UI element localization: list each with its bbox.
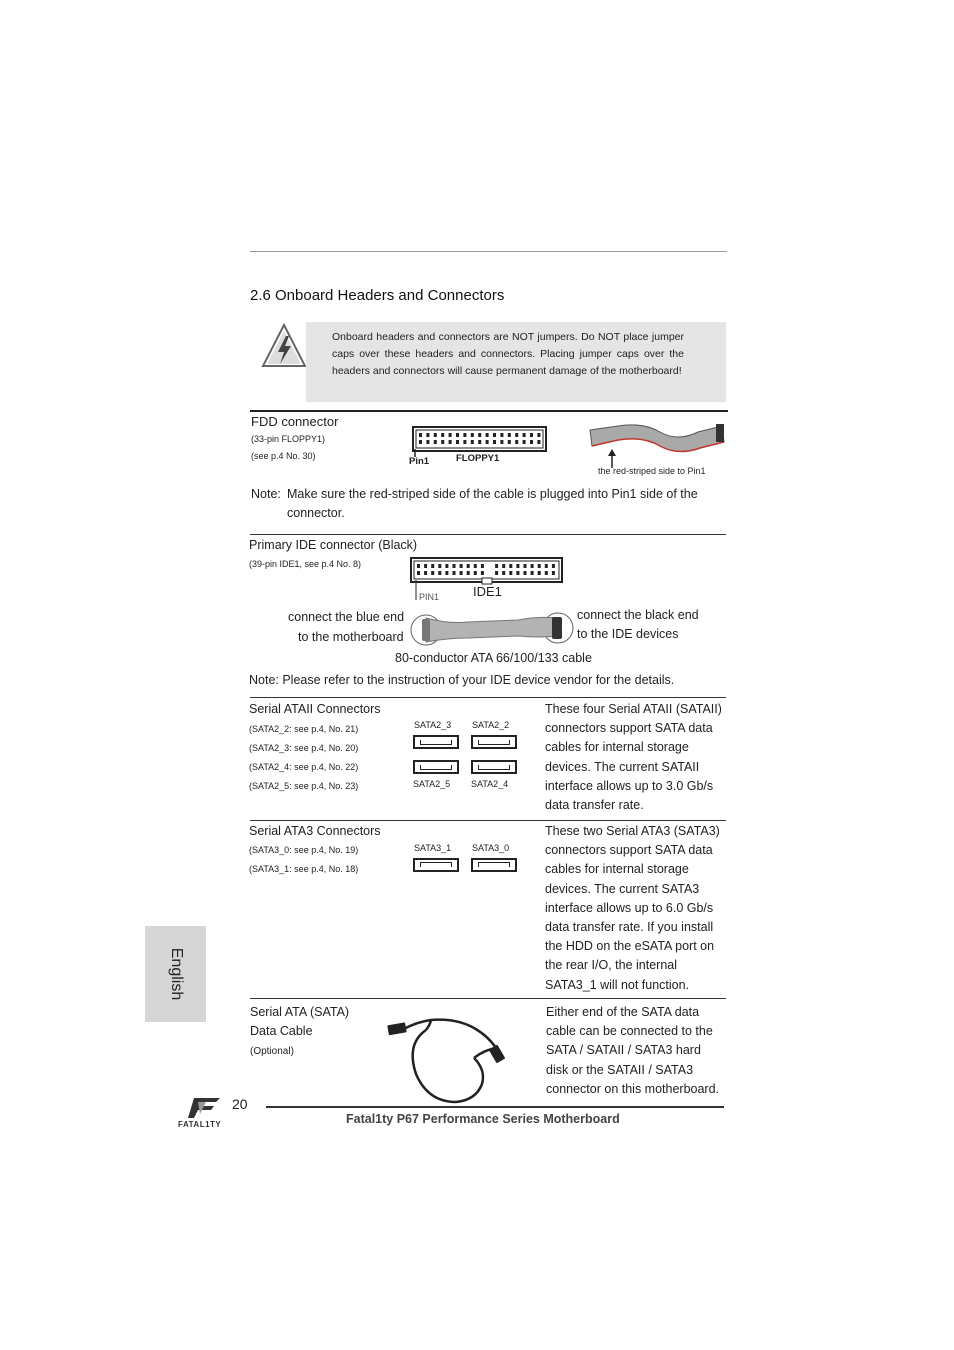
connector-pin — [552, 571, 555, 575]
desc-line: connectors support SATA data — [545, 721, 713, 736]
warning-box — [306, 322, 726, 402]
connector-pin — [502, 564, 505, 568]
desc-line: connectors support SATA data — [545, 843, 713, 858]
ide-cable-image — [408, 610, 578, 650]
connector-pin — [515, 440, 518, 444]
ide-rule — [250, 534, 726, 535]
connector-pin — [493, 440, 496, 444]
sata2-ref: (SATA2_2: see p.4, No. 21) — [249, 724, 359, 734]
connector-pin — [441, 440, 444, 444]
fdd-sub2: (see p.4 No. 30) — [251, 451, 316, 461]
desc-line: disk or the SATAII / SATA3 — [546, 1062, 694, 1077]
desc-line: interface allows up to 3.0 Gb/s — [545, 778, 714, 793]
connector-pin — [453, 564, 456, 568]
sata-cable-rule — [250, 998, 726, 999]
connector-pin — [481, 564, 484, 568]
connector-pin — [417, 564, 420, 568]
connector-pin — [508, 440, 511, 444]
sata3-port-label: SATA3_1 — [414, 843, 452, 853]
connector-pin — [545, 571, 548, 575]
desc-line: Either end of the SATA data — [546, 1005, 700, 1019]
sata2-title: Serial ATAII Connectors — [249, 702, 381, 716]
warning-text: Onboard headers and connectors are NOT jumpers. Do NOT place jumper caps over these headers and connectors. Placing jumper caps over the headers and connectors will cause permanent damage of the motherboard! — [332, 331, 684, 377]
connector-pin — [495, 571, 498, 575]
sata3-rule — [250, 820, 726, 821]
connector-pin — [508, 433, 511, 437]
connector-pin — [552, 564, 555, 568]
fatal1ty-logo-text: FATAL1TY — [178, 1120, 222, 1129]
ide-right-caption-1: connect the black end — [577, 608, 699, 622]
connector-pin — [471, 440, 474, 444]
desc-line: cables for internal storage — [545, 740, 689, 755]
connector-pin — [481, 571, 484, 575]
sata2-port — [471, 760, 517, 774]
footer-title: Fatal1ty P67 Performance Series Motherboard — [346, 1112, 620, 1126]
connector-pin — [478, 433, 481, 437]
desc-line: cable can be connected to the — [546, 1024, 713, 1039]
connector-pin — [453, 571, 456, 575]
connector-pin — [417, 571, 420, 575]
sata-cable-image — [386, 1014, 516, 1106]
desc-line: data transfer rate. If you install — [545, 920, 714, 935]
ide-left-caption-2: to the motherboard — [298, 630, 404, 644]
desc-line: These four Serial ATAII (SATAII) — [545, 702, 722, 716]
ide-right-caption-2: to the IDE devices — [577, 627, 679, 641]
sata3-ref: (SATA3_0: see p.4, No. 19) — [249, 845, 359, 855]
ide-sub: (39-pin IDE1, see p.4 No. 8) — [249, 559, 362, 569]
sata2-ref: (SATA2_3: see p.4, No. 20) — [249, 743, 359, 753]
sata-cable-title-1: Serial ATA (SATA) — [250, 1005, 350, 1019]
sata2-port-label: SATA2_3 — [414, 720, 452, 730]
connector-pin — [531, 564, 534, 568]
sata2-port — [413, 760, 459, 774]
connector-pin — [463, 440, 466, 444]
connector-pin — [530, 440, 533, 444]
connector-pin — [524, 564, 527, 568]
fdd-cable-caption: the red-striped side to Pin1 — [598, 466, 706, 476]
connector-pin — [438, 564, 441, 568]
sata3-title: Serial ATA3 Connectors — [249, 824, 381, 838]
sata3-port-label: SATA3_0 — [472, 843, 510, 853]
floppy-cable-image — [588, 420, 726, 470]
connector-pin — [467, 571, 470, 575]
language-tab — [145, 926, 206, 1022]
connector-pin — [474, 571, 477, 575]
sata2-ref: (SATA2_5: see p.4, No. 23) — [249, 781, 359, 791]
sata3-port — [413, 858, 459, 872]
connector-pin — [463, 433, 466, 437]
desc-line: the HDD on the eSATA port on — [545, 939, 715, 954]
connector-pin — [493, 433, 496, 437]
language-tab-label: English — [167, 947, 185, 1001]
connector-pin — [509, 564, 512, 568]
desc-line: cables for internal storage — [545, 862, 689, 877]
ide-cable-caption: 80-conductor ATA 66/100/133 cable — [395, 651, 592, 665]
connector-pin — [445, 564, 448, 568]
sata2-ref: (SATA2_4: see p.4, No. 22) — [249, 762, 359, 772]
sata3-description — [545, 822, 720, 995]
connector-pin — [419, 440, 422, 444]
connector-pin — [467, 564, 470, 568]
connector-pin — [509, 571, 512, 575]
connector-pin — [500, 440, 503, 444]
connector-pin — [531, 571, 534, 575]
connector-pin — [441, 433, 444, 437]
connector-pin — [424, 571, 427, 575]
connector-pin — [537, 440, 540, 444]
ide-title: Primary IDE connector (Black) — [249, 538, 418, 552]
connector-pin — [500, 433, 503, 437]
sata2-port-label: SATA2_2 — [472, 720, 510, 730]
sata2-port — [471, 735, 517, 749]
connector-pin — [515, 433, 518, 437]
connector-pin — [456, 440, 459, 444]
connector-pin — [471, 433, 474, 437]
connector-pin — [424, 564, 427, 568]
fdd-note-label: Note: — [251, 487, 281, 501]
connector-pin — [538, 564, 541, 568]
fdd-pin-label: Pin1 — [409, 456, 430, 467]
connector-pin — [537, 433, 540, 437]
sata3-ref: (SATA3_1: see p.4, No. 18) — [249, 864, 359, 874]
connector-pin — [545, 564, 548, 568]
connector-pin — [486, 433, 489, 437]
connector-pin — [516, 571, 519, 575]
sata2-port-label: SATA2_5 — [413, 779, 451, 789]
fdd-note-text: Make sure the red-striped side of the cable is plugged into Pin1 side of the connector. — [287, 487, 698, 520]
connector-pin — [456, 433, 459, 437]
sata2-port-label: SATA2_4 — [471, 779, 509, 789]
connector-pin — [460, 564, 463, 568]
fdd-sub1: (33-pin FLOPPY1) — [251, 434, 326, 444]
ide-left-caption-1: connect the blue end — [288, 610, 405, 624]
sata2-port — [413, 735, 459, 749]
fdd-rule — [250, 410, 728, 412]
desc-line: devices. The current SATA3 — [545, 881, 700, 896]
desc-line: devices. The current SATAII — [545, 759, 700, 774]
connector-pin — [530, 433, 533, 437]
connector-pin — [524, 571, 527, 575]
fdd-connector-label: FLOPPY1 — [456, 453, 500, 464]
sata-cable-sub: (Optional) — [250, 1046, 294, 1057]
section-title: 2.6 Onboard Headers and Connectors — [250, 287, 505, 304]
connector-pin — [538, 571, 541, 575]
ide-connector-label: IDE1 — [473, 584, 502, 599]
connector-pin — [426, 440, 429, 444]
sata-cable-title-2: Data Cable — [250, 1024, 313, 1038]
connector-pin — [445, 571, 448, 575]
connector-pin — [434, 440, 437, 444]
fdd-title: FDD connector — [251, 414, 339, 429]
connector-pin — [474, 564, 477, 568]
connector-pin — [431, 564, 434, 568]
connector-pin — [523, 433, 526, 437]
sata-cable-description — [546, 1003, 719, 1099]
connector-pin — [486, 440, 489, 444]
connector-pin — [460, 571, 463, 575]
ide-note: Note: Please refer to the instruction of your IDE device vendor for the details. — [249, 673, 675, 687]
connector-pin — [502, 571, 505, 575]
desc-line: interface allows up to 6.0 Gb/s — [545, 900, 714, 915]
connector-pin — [516, 564, 519, 568]
connector-pin — [478, 440, 481, 444]
ide-pin-label: PIN1 — [419, 592, 440, 602]
connector-pin — [419, 433, 422, 437]
sata3-port — [471, 858, 517, 872]
sata2-description — [545, 700, 722, 815]
connector-pin — [438, 571, 441, 575]
warning-icon — [260, 322, 308, 370]
connector-pin — [495, 564, 498, 568]
connector-pin — [523, 440, 526, 444]
desc-line: SATA / SATAII / SATA3 hard — [546, 1043, 701, 1058]
sata2-rule — [250, 697, 726, 698]
desc-line: These two Serial ATA3 (SATA3) — [545, 824, 720, 838]
footer-rule — [266, 1106, 724, 1108]
connector-pin — [449, 433, 452, 437]
connector-pin — [426, 433, 429, 437]
connector-pin — [434, 433, 437, 437]
top-rule — [250, 251, 727, 252]
connector-pin — [449, 440, 452, 444]
page-number: 20 — [232, 1096, 248, 1112]
connector-pin — [431, 571, 434, 575]
desc-line: connector on this motherboard. — [546, 1081, 720, 1096]
desc-line: data transfer rate. — [545, 798, 644, 813]
desc-line: the rear I/O, the internal — [545, 958, 678, 973]
desc-line: SATA3_1 will not function. — [545, 977, 690, 992]
